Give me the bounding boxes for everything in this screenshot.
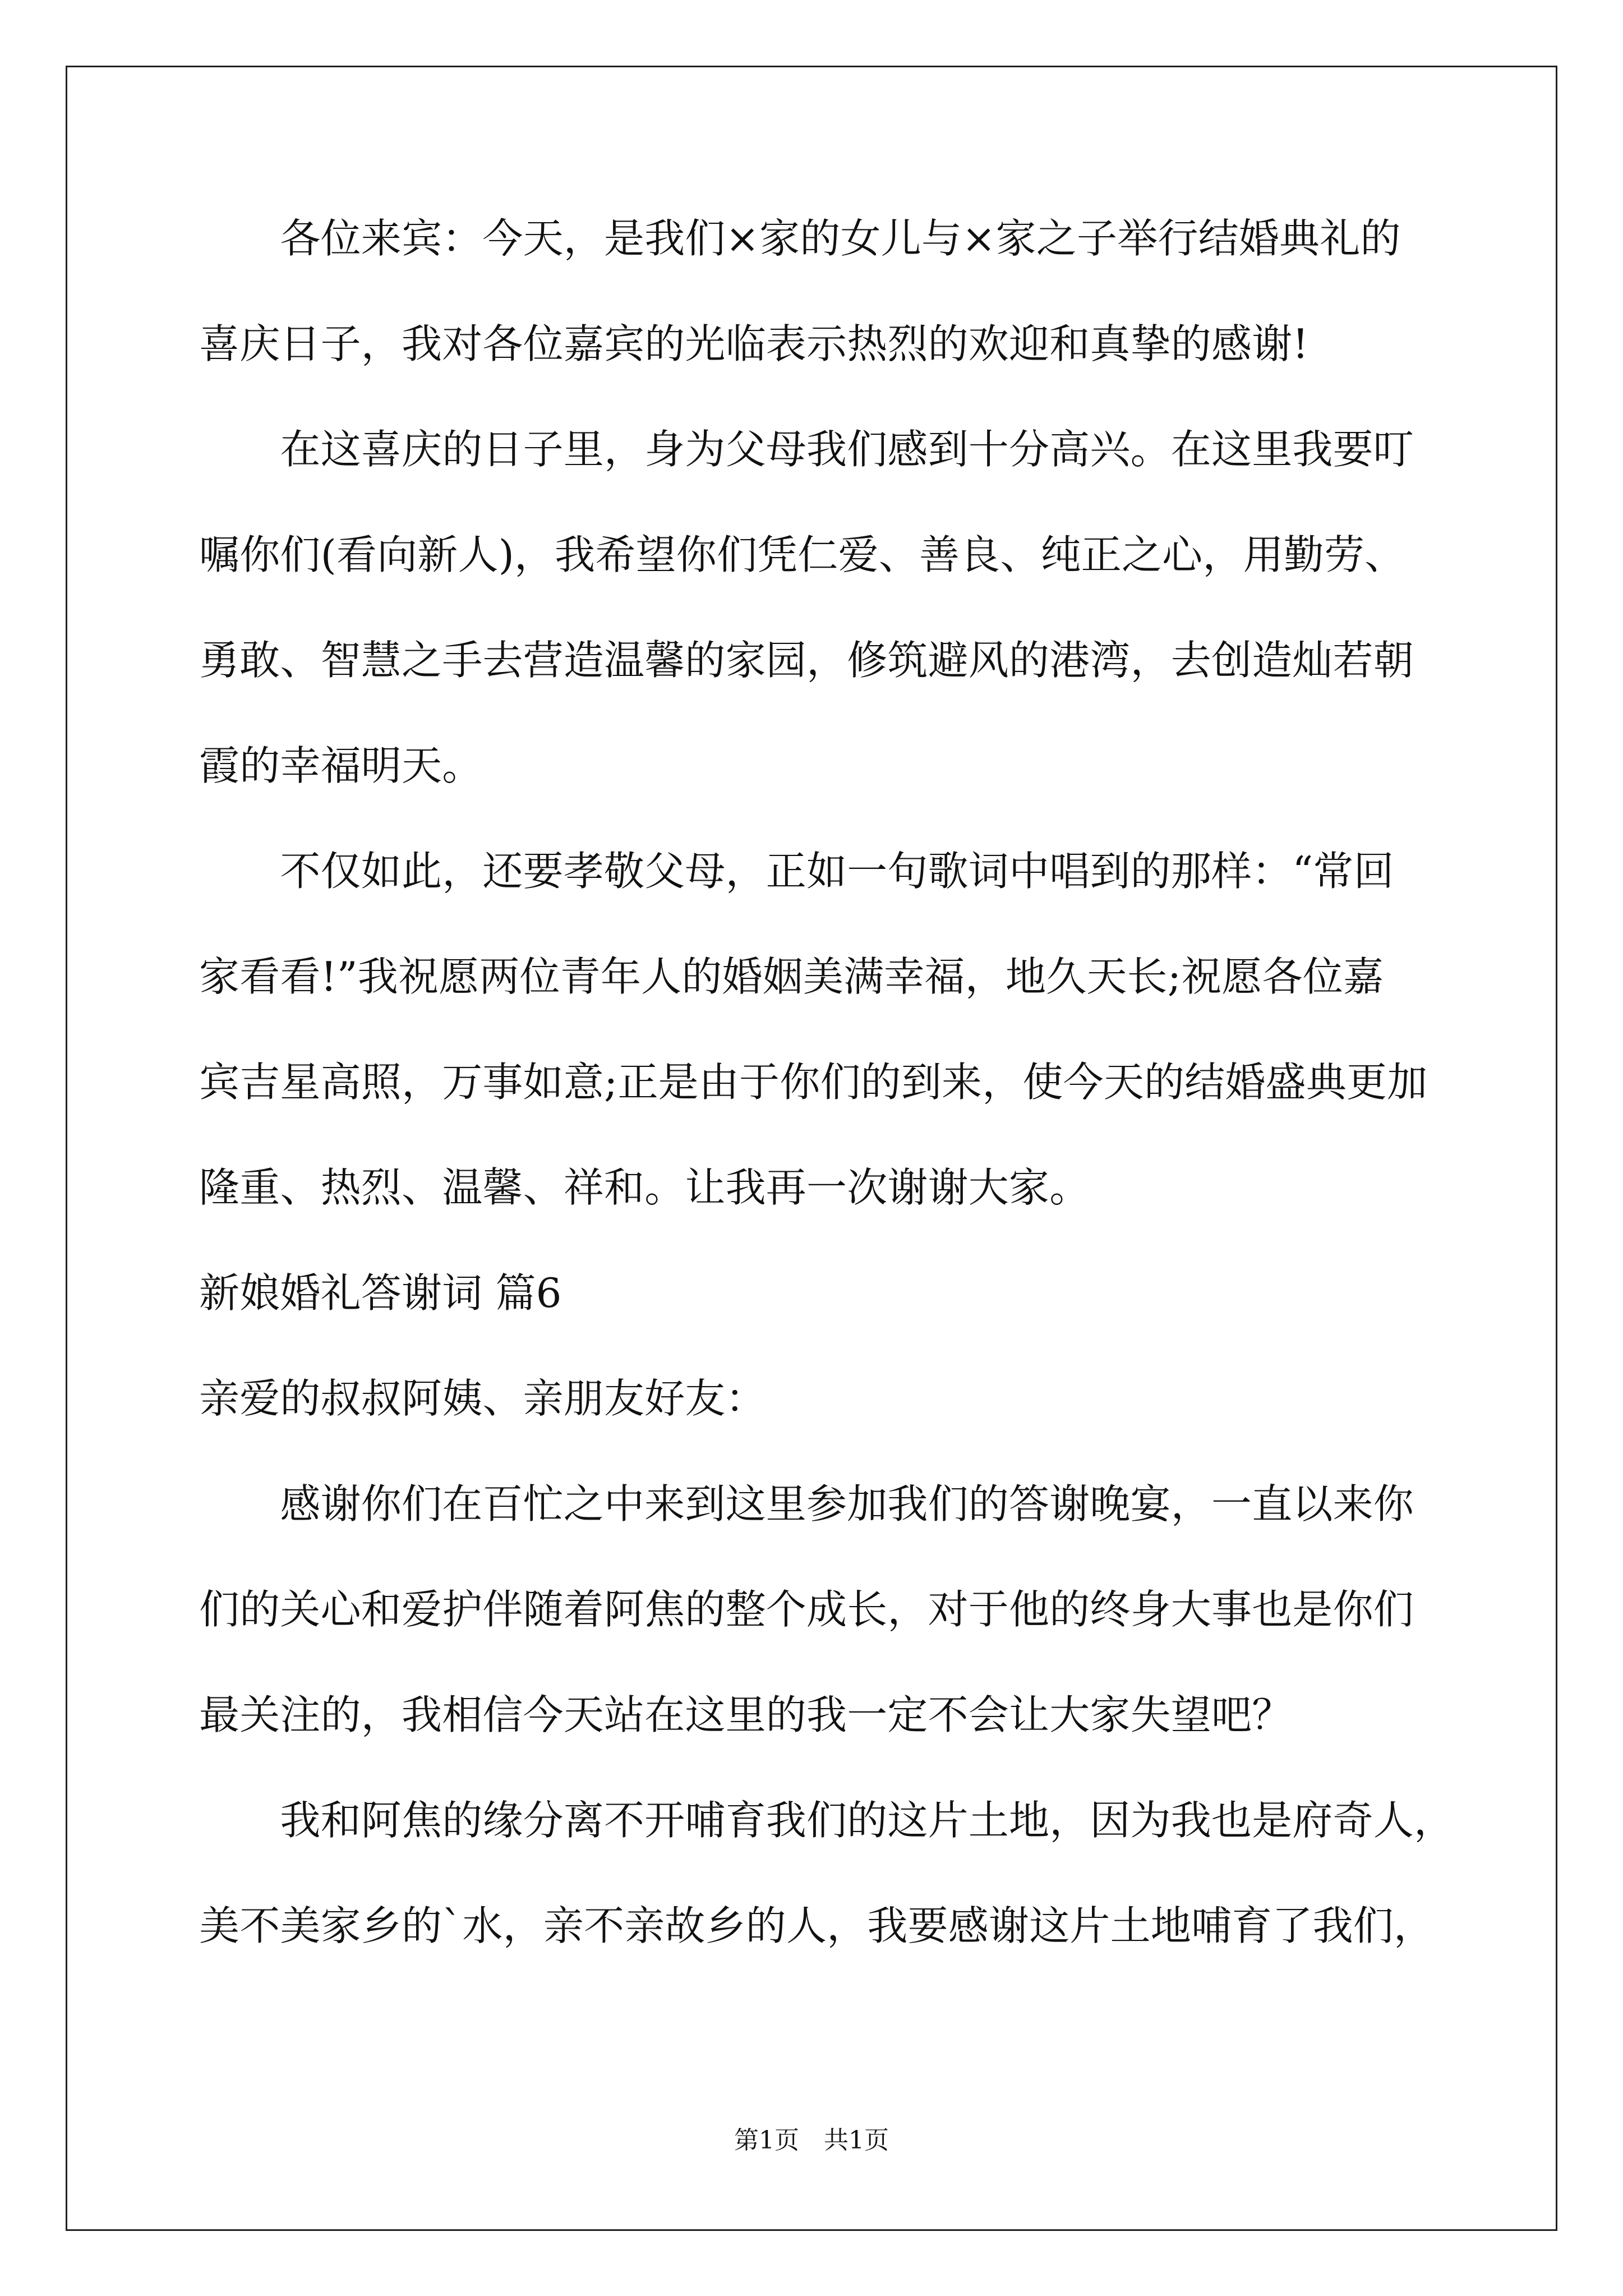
paragraph-line: 霞的幸福明天。	[199, 742, 483, 789]
paragraph-line: 喜庆日子，我对各位嘉宾的光临表示热烈的欢迎和真挚的感谢!	[199, 320, 1309, 367]
page-footer: 第1页 共1页	[734, 2126, 889, 2155]
paragraph-line: 嘱你们(看向新人)，我希望你们凭仁爱、善良、纯正之心，用勤劳、	[199, 531, 1405, 578]
paragraph-line: 在这喜庆的日子里，身为父母我们感到十分高兴。在这里我要叮	[199, 426, 1414, 473]
paragraph-line: 美不美家乡的`水，亲不亲故乡的人，我要感谢这片土地哺育了我们，	[199, 1902, 1435, 1949]
paragraph-line: 们的关心和爱护伴随着阿焦的整个成长，对于他的终身大事也是你们	[199, 1586, 1414, 1633]
paragraph-line: 各位来宾：今天，是我们×家的女儿与×家之子举行结婚典礼的	[199, 215, 1401, 262]
paragraph-line: 隆重、热烈、温馨、祥和。让我再一次谢谢大家。	[199, 1164, 1090, 1211]
salutation-line: 亲爱的叔叔阿姨、亲朋友好友：	[199, 1375, 766, 1422]
paragraph-line: 感谢你们在百忙之中来到这里参加我们的答谢晚宴，一直以来你	[199, 1480, 1414, 1527]
paragraph-line: 最关注的，我相信今天站在这里的我一定不会让大家失望吧？	[199, 1691, 1293, 1738]
section-heading: 新娘婚礼答谢词 篇6	[199, 1269, 562, 1317]
paragraph-line: 宾吉星高照，万事如意;正是由于你们的到来，使今天的结婚盛典更加	[199, 1059, 1428, 1106]
paragraph-line: 不仅如此，还要孝敬父母，正如一句歌词中唱到的那样：“常回	[199, 848, 1394, 895]
paragraph-line: 勇敢、智慧之手去营造温馨的家园，修筑避风的港湾，去创造灿若朝	[199, 637, 1414, 684]
paragraph-line: 我和阿焦的缘分离不开哺育我们的这片土地，因为我也是府奇人，	[199, 1797, 1455, 1844]
paragraph-line: 家看看!”我祝愿两位青年人的婚姻美满幸福，地久天长;祝愿各位嘉	[199, 953, 1384, 1000]
